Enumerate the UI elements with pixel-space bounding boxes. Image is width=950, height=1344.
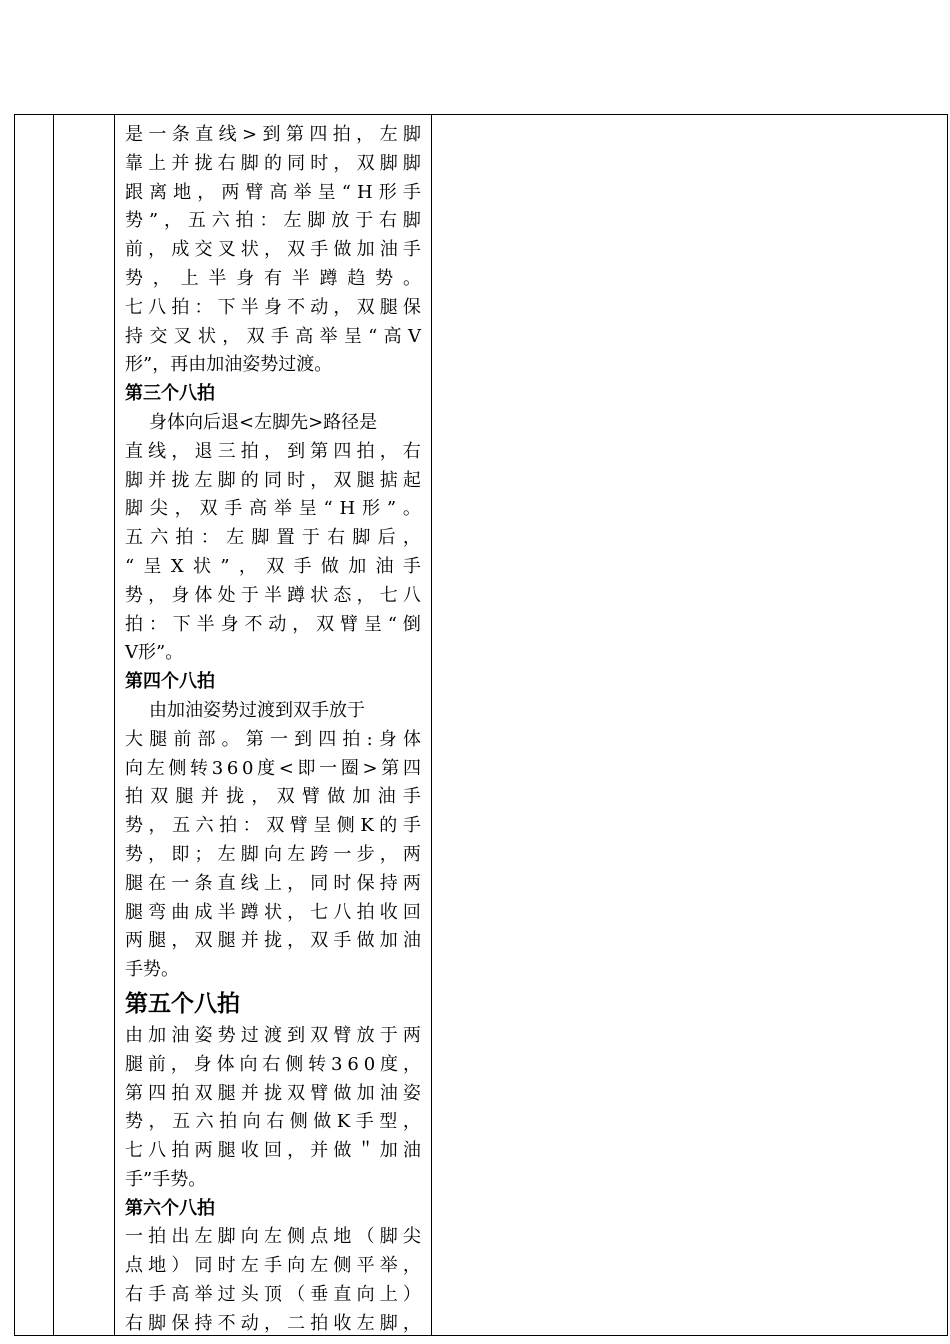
text-line: V形”。 (125, 642, 184, 664)
text-line: 腿 弯 曲 成 半 蹲 状 ， 七 八 拍 收 回 (125, 901, 421, 923)
column-divider (431, 115, 432, 1335)
section-heading-5: 第五个八拍 (125, 989, 240, 1017)
text-line: 是 一 条 直 线 > 到 第 四 拍 ， 左 脚 (125, 124, 421, 145)
text-line: 向 左 侧 转 3 6 0 度 < 即 一 圈 > 第 四 (125, 757, 421, 779)
instruction-cell (125, 121, 421, 1339)
text-line: 七 八 拍 ： 下 半 身 不 动 ， 双 腿 保 (125, 296, 421, 318)
section-heading-3: 第三个八拍 (125, 383, 215, 405)
text-line: 腿 前 ， 身 体 向 右 侧 转 3 6 0 度 ， (125, 1053, 421, 1075)
text-line: 拍 ： 下 半 身 不 动 ， 双 臂 呈 “ 倒 (125, 613, 421, 635)
text-line: 持 交 叉 状 ， 双 手 高 举 呈 “ 高 V (125, 325, 421, 347)
text-line: 脚 并 拢 左 脚 的 同 时 ， 双 腿 掂 起 (125, 469, 421, 491)
document-table (14, 114, 948, 1336)
section-heading-6: 第六个八拍 (125, 1197, 215, 1219)
text-line: 手势。 (125, 959, 179, 981)
text-line: 跟 离 地 ， 两 臂 高 举 呈 “ H 形 手 (125, 181, 421, 203)
text-line: 直 线 ， 退 三 拍 ， 到 第 四 拍 ， 右 (125, 440, 421, 462)
text-line: 势 ， 上 半 身 有 半 蹲 趋 势 。 (125, 267, 421, 289)
text-line: “ 呈 X 状 ” ， 双 手 做 加 油 手 (125, 555, 421, 577)
text-line: 手”手势。 (125, 1168, 207, 1190)
text-line: 势 ， 五 六 拍 向 右 侧 做 K 手 型 ， (125, 1111, 421, 1133)
text-line: 势 ， 即 ； 左 脚 向 左 跨 一 步 ， 两 (125, 843, 421, 865)
text-line: 右 手 高 举 过 头 顶 （ 垂 直 向 上 ） (125, 1284, 421, 1306)
column-divider (53, 115, 54, 1335)
text-line: 第 四 拍 双 腿 并 拢 双 臂 做 加 油 姿 (125, 1082, 421, 1104)
text-line: 大 腿 前 部 。 第 一 到 四 拍 : 身 体 (125, 728, 421, 750)
text-line: 七 八 拍 两 腿 收 回 ， 并 做 ＂ 加 油 (125, 1140, 421, 1162)
text-line: 前 ， 成 交 叉 状 ， 双 手 做 加 油 手 (125, 239, 421, 261)
text-line: 拍 双 腿 并 拢 ， 双 臂 做 加 油 手 (125, 786, 421, 808)
text-line: 由加油姿势过渡到双手放于 (149, 699, 365, 721)
text-line: 身体向后退<左脚先>路径是 (149, 411, 378, 433)
text-line: 两 腿 ， 双 腿 并 拢 ， 双 手 做 加 油 (125, 930, 421, 952)
text-line: 由 加 油 姿 势 过 渡 到 双 臂 放 于 两 (125, 1024, 421, 1046)
text-line: 脚 尖 ， 双 手 高 举 呈 “ H 形 ” 。 (125, 498, 421, 520)
text-line: 腿 在 一 条 直 线 上 ， 同 时 保 持 两 (125, 872, 421, 894)
text-line: 靠 上 并 拢 右 脚 的 同 时 ， 双 脚 脚 (125, 152, 421, 174)
text-line: 一 拍 出 左 脚 向 左 侧 点 地 （ 脚 尖 (125, 1226, 421, 1248)
text-line: 点 地 ） 同 时 左 手 向 左 侧 平 举 ， (125, 1255, 421, 1277)
text-line: 势 ” ， 五 六 拍 ： 左 脚 放 于 右 脚 (125, 210, 421, 232)
section-heading-4: 第四个八拍 (125, 671, 215, 693)
text-line: 五 六 拍 ： 左 脚 置 于 右 脚 后 ， (125, 527, 421, 549)
text-line: 右 脚 保 持 不 动 ， 二 拍 收 左 脚 ， (125, 1312, 421, 1334)
text-line: 势 ， 五 六 拍 ： 双 臂 呈 侧 K 的 手 (125, 815, 421, 837)
text-line: 形”，再由加油姿势过渡。 (125, 354, 333, 376)
column-divider (114, 115, 115, 1335)
text-line: 势 ， 身 体 处 于 半 蹲 状 态 ， 七 八 (125, 584, 421, 606)
